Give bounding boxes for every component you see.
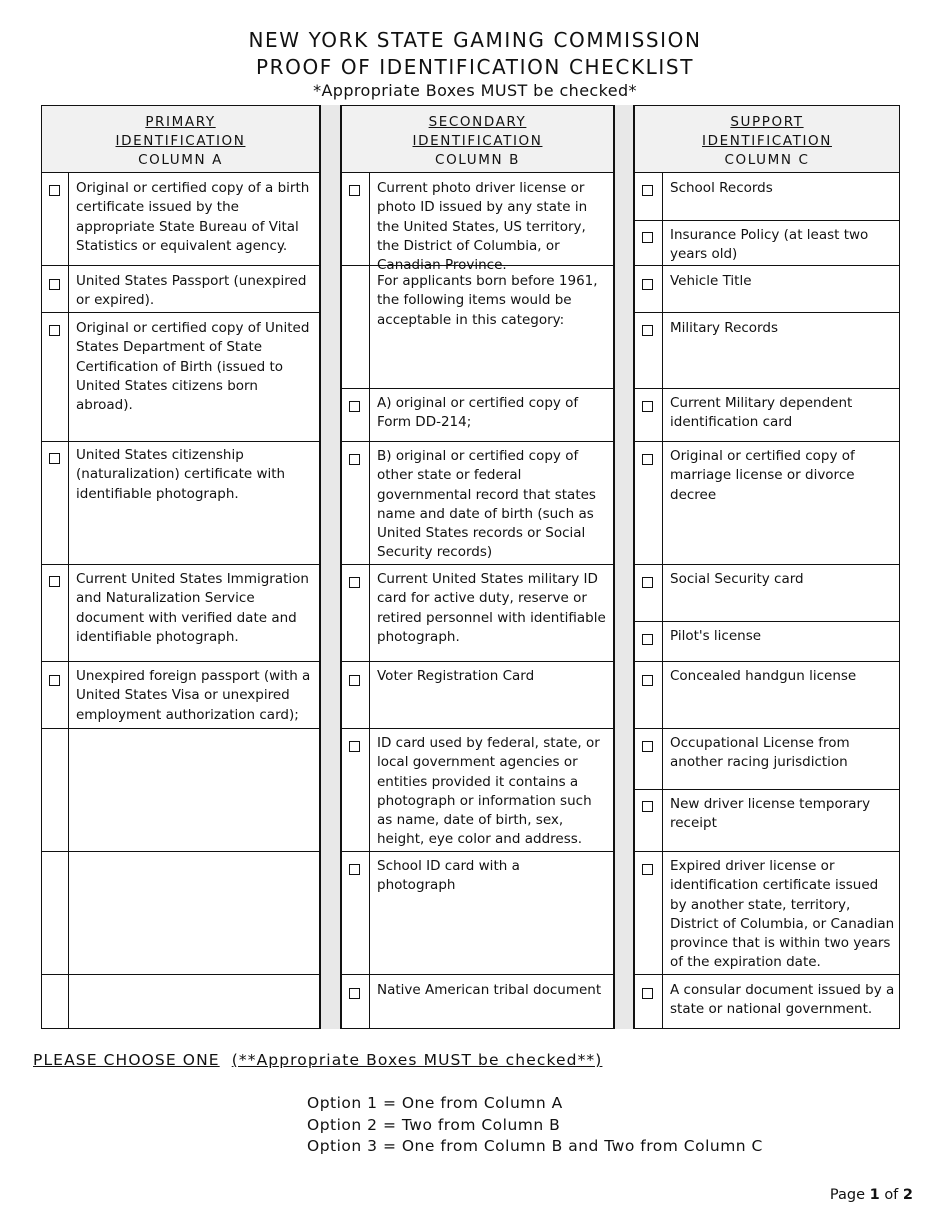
- item-us-passport: United States Passport (unexpired or expired).: [76, 273, 307, 309]
- column-c-heading-1: SUPPORT: [730, 114, 804, 130]
- column-b-row-line: [341, 661, 614, 662]
- column-gutter: [320, 105, 341, 1029]
- checkbox-naturalization-certificate[interactable]: [49, 453, 60, 464]
- column-c-row-line: [634, 265, 900, 266]
- checkbox-concealed-handgun-license[interactable]: [642, 675, 653, 686]
- column-c-row-line: [634, 728, 900, 729]
- column-c-row-line: [634, 661, 900, 662]
- checkbox-governmental-record[interactable]: [349, 454, 360, 465]
- choose-one-label: PLEASE CHOOSE ONE: [33, 1051, 220, 1069]
- checkbox-military-records[interactable]: [642, 325, 653, 336]
- column-a-checkbox-divider: [68, 173, 69, 1029]
- checkbox-certification-of-birth[interactable]: [49, 325, 60, 336]
- column-c-row-line: [634, 312, 900, 313]
- item-social-security-card: Social Security card: [670, 571, 804, 587]
- column-c-row-line: [634, 789, 900, 790]
- column-b-checkbox-divider: [369, 173, 370, 1029]
- column-b-row-line: [341, 388, 614, 389]
- item-driver-license: Current photo driver license or photo ID issued by any state in the United States, US territory, the District of Columbia, or Canadian Province.: [377, 180, 588, 274]
- column-c-heading-3: COLUMN C: [724, 152, 810, 168]
- item-school-records: School Records: [670, 180, 773, 196]
- checkbox-foreign-passport[interactable]: [49, 675, 60, 686]
- checkbox-vehicle-title[interactable]: [642, 279, 653, 290]
- column-a-row-line: [41, 661, 320, 662]
- column-c-row-line: [634, 388, 900, 389]
- column-a-row-line: [41, 441, 320, 442]
- checkbox-driver-license[interactable]: [349, 185, 360, 196]
- checkbox-us-passport[interactable]: [49, 279, 60, 290]
- item-military-id: Current United States military ID card for active duty, reserve or retired personnel with identifiable photograph.: [377, 571, 606, 645]
- item-form-dd214: A) original or certified copy of Form DD-214;: [377, 395, 579, 431]
- checkbox-birth-certificate[interactable]: [49, 185, 60, 196]
- column-b-row-line: [341, 974, 614, 975]
- column-b-row-line: [341, 564, 614, 565]
- column-gutter: [614, 105, 634, 1029]
- page-number: [830, 1187, 913, 1203]
- checkbox-tribal-document[interactable]: [349, 988, 360, 999]
- item-certification-of-birth: Original or certified copy of United States Department of State Certification of Birth (issued to United States citizens born abroad).: [76, 320, 310, 414]
- item-military-dependent-id: Current Military dependent identification card: [670, 395, 853, 431]
- checkbox-military-id[interactable]: [349, 577, 360, 588]
- option-3: Option 3 = One from Column B and Two from Column C: [307, 1137, 763, 1155]
- item-pilots-license: Pilot's license: [670, 628, 762, 644]
- column-b-row-line: [341, 728, 614, 729]
- page-current: 1: [869, 1187, 880, 1203]
- column-a-row-line: [41, 728, 320, 729]
- column-b-heading-1: SECONDARY: [428, 114, 527, 130]
- form-title: PROOF OF IDENTIFICATION CHECKLIST: [255, 55, 695, 79]
- column-c-row-line: [634, 621, 900, 622]
- item-consular-document: A consular document issued by a state or national government.: [670, 982, 895, 1018]
- item-tribal-document: Native American tribal document: [377, 982, 602, 998]
- column-b-heading-2: IDENTIFICATION: [412, 133, 543, 149]
- item-ins-document: Current United States Immigration and Naturalization Service document with verified date and identifiable photograph.: [76, 571, 309, 645]
- column-b-heading-3: COLUMN B: [435, 152, 520, 168]
- column-a-heading-2: IDENTIFICATION: [115, 133, 246, 149]
- column-c-row-line: [634, 441, 900, 442]
- page-of: of: [884, 1187, 899, 1203]
- form-instruction: *Appropriate Boxes MUST be checked*: [313, 81, 637, 100]
- item-expired-driver-license: Expired driver license or identification certificate issued by another state, territory, District of Columbia, or Canadian province that is within two years of the expiration date.: [670, 858, 895, 971]
- checkbox-pilots-license[interactable]: [642, 634, 653, 645]
- checkbox-temporary-receipt[interactable]: [642, 801, 653, 812]
- column-a-heading-3: COLUMN A: [138, 152, 223, 168]
- item-temporary-receipt: New driver license temporary receipt: [670, 796, 871, 832]
- checkbox-social-security-card[interactable]: [642, 577, 653, 588]
- column-b-row-line: [341, 851, 614, 852]
- column-c-row-line: [634, 851, 900, 852]
- item-foreign-passport: Unexpired foreign passport (with a United States Visa or unexpired employment authorization card);: [76, 668, 311, 723]
- checkbox-school-records[interactable]: [642, 185, 653, 196]
- checkbox-school-id[interactable]: [349, 864, 360, 875]
- column-c-heading-2: IDENTIFICATION: [702, 133, 832, 149]
- column-b-header: [342, 106, 613, 173]
- column-b-row-line: [341, 441, 614, 442]
- checkbox-insurance-policy[interactable]: [642, 232, 653, 243]
- column-a-heading-1: PRIMARY: [145, 114, 216, 130]
- item-pre-1961-note: For applicants born before 1961, the following items would be acceptable in this category:: [377, 273, 598, 328]
- checkbox-military-dependent-id[interactable]: [642, 401, 653, 412]
- column-a-row-line: [41, 265, 320, 266]
- column-a-row-line: [41, 564, 320, 565]
- checkbox-marriage-license[interactable]: [642, 454, 653, 465]
- item-insurance-policy: Insurance Policy (at least two years old): [670, 227, 869, 263]
- column-c-row-line: [634, 220, 900, 221]
- checkbox-expired-driver-license[interactable]: [642, 864, 653, 875]
- checkbox-consular-document[interactable]: [642, 988, 653, 999]
- item-governmental-record: B) original or certified copy of other state or federal governmental record that states name and date of birth (such as United States records or Social Security records): [377, 448, 596, 561]
- item-occupational-license: Occupational License from another racing jurisdiction: [670, 735, 850, 771]
- column-c-checkbox-divider: [662, 173, 663, 1029]
- item-military-records: Military Records: [670, 320, 778, 336]
- item-naturalization-certificate: United States citizenship (naturalization) certificate with identifiable photograph.: [76, 447, 286, 502]
- item-marriage-license: Original or certified copy of marriage license or divorce decree: [670, 448, 855, 503]
- page-prefix: Page: [829, 1187, 865, 1203]
- item-birth-certificate: Original or certified copy of a birth certificate issued by the appropriate State Bureau of Vital Statistics or equivalent agency.: [76, 180, 310, 254]
- choose-one-instruction: [33, 1051, 602, 1069]
- column-c-row-line: [634, 564, 900, 565]
- checkbox-ins-document[interactable]: [49, 576, 60, 587]
- column-a-row-line: [41, 851, 320, 852]
- option-2: Option 2 = Two from Column B: [307, 1116, 561, 1134]
- choose-one-note: (**Appropriate Boxes MUST be checked**): [231, 1051, 603, 1069]
- column-c-header: [635, 106, 899, 173]
- item-concealed-handgun-license: Concealed handgun license: [670, 668, 857, 684]
- checkbox-occupational-license[interactable]: [642, 741, 653, 752]
- column-c-row-line: [634, 974, 900, 975]
- checkbox-form-dd214[interactable]: [349, 401, 360, 412]
- item-voter-registration: Voter Registration Card: [377, 668, 535, 684]
- form-agency-title: NEW YORK STATE GAMING COMMISSION: [248, 28, 702, 52]
- column-a-row-line: [41, 312, 320, 313]
- checkbox-voter-registration[interactable]: [349, 675, 360, 686]
- checkbox-government-id-card[interactable]: [349, 741, 360, 752]
- item-school-id: School ID card with a photograph: [377, 858, 520, 894]
- column-a-row-line: [41, 974, 320, 975]
- page-total: 2: [902, 1187, 913, 1203]
- option-1: Option 1 = One from Column A: [307, 1094, 563, 1112]
- column-a-header: [42, 106, 319, 173]
- item-government-id-card: ID card used by federal, state, or local government agencies or entities provided it contains a photograph or information such as name, date of birth, sex, height, eye color and address.: [377, 735, 600, 848]
- item-vehicle-title: Vehicle Title: [670, 273, 752, 289]
